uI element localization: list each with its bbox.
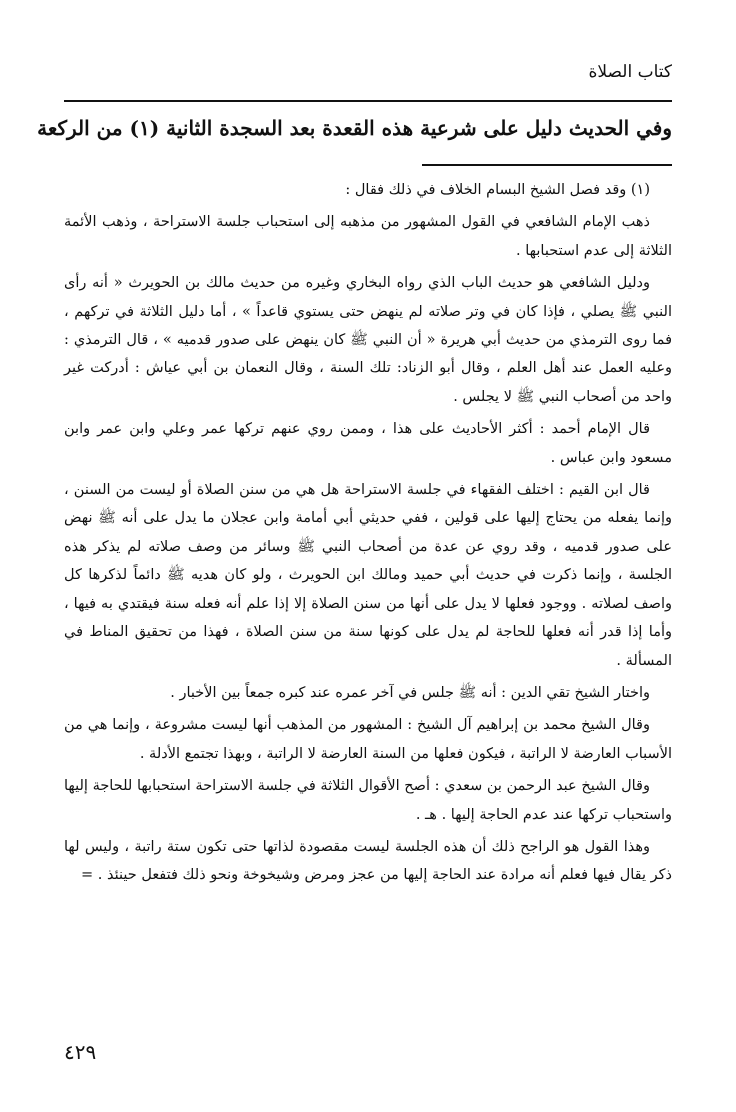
footnote-paragraph: قال ابن القيم : اختلف الفقهاء في جلسة الاستراحة هل هي من سنن الصلاة أو ليست من السنن ، وإنما يفعله من يحتاج إليها على قولين ، ففي حديثي أبي أمامة وابن عجلان ما يدل على أنه ﷺ نهض على صدور قدميه ، وقد روي عن عدة من أصحاب النبي ﷺ وسائر من وصف صلاته لم يذكر هذه الجلسة ، وإنما ذكرت في حديث أبي حميد ومالك ابن الحويرث ، ولو كان هديه ﷺ دائماً لذكرها كل واصف لصلاته . ووجود فعلها لا يدل على أنها من سنن الصلاة إلا إذا علم أنه فعله سنة فيقتدي به فيها ، وأما إذا قدر أنه فعلها للحاجة لم يدل على كونها سنة من سنن الصلاة ، فهذا من تحقيق المناط في المسألة . (64, 482, 672, 669)
footnote-paragraph: وقال الشيخ محمد بن إبراهيم آل الشيخ : المشهور من المذهب أنها ليست مشروعة ، وإنما هي من الأسباب العارضة لا الراتبة ، فيكون فعلها من السنة العارضة لا الراتبة ، وبهذا تجتمع الأدلة . (64, 717, 672, 762)
header-rule (64, 100, 672, 102)
footnote-paragraph: واختار الشيخ تقي الدين : أنه ﷺ جلس في آخر عمره عند كبره جمعاً بين الأخبار . (170, 684, 650, 701)
footnote-paragraph: قال الإمام أحمد : أكثر الأحاديث على هذا ، وممن روي عنهم تركها عمر وعلي وابن عمر وابن مسعود وابن عباس . (64, 421, 672, 466)
footnote-paragraph: وقال الشيخ عبد الرحمن بن سعدي : أصح الأقوال الثلاثة في جلسة الاستراحة استحبابها للحاجة إليها واستحباب تركها عند عدم الحاجة إليها . هـ . (64, 778, 672, 823)
footnote-paragraph: ذهب الإمام الشافعي في القول المشهور من مذهبه إلى استحباب جلسة الاستراحة ، وذهب الأئمة الثلاثة إلى عدم استحبابها . (64, 214, 672, 259)
main-text-line: وفي الحديث دليل على شرعية هذه القعدة بعد السجدة الثانية (١) من الركعة (37, 116, 672, 140)
footnote-paragraph: ودليل الشافعي هو حديث الباب الذي رواه البخاري وغيره من حديث مالك بن الحويرث « أنه رأى النبي ﷺ يصلي ، فإذا كان في وتر صلاته لم ينهض حتى يستوي قاعداً » ، أما دليل الثلاثة في تركهم ، فما روى الترمذي من حديث أبي هريرة « أن النبي ﷺ كان ينهض على صدور قدميه » ، قال الترمذي : وعليه العمل عند أهل العلم ، وقال أبو الزناد: تلك السنة ، وقال النعمان بن أبي عياش : أدركت غير واحد من أصحاب النبي ﷺ لا يجلس . (64, 275, 672, 405)
footnote-paragraph: (١) وقد فصل الشيخ البسام الخلاف في ذلك فقال : (345, 182, 650, 198)
running-header: كتاب الصلاة (588, 62, 672, 82)
footnotes-block (64, 176, 672, 894)
footnote-paragraph: وهذا القول هو الراجح ذلك أن هذه الجلسة ليست مقصودة لذاتها حتى تكون ستة راتبة ، وليس لها ذكر يقال فيها فعلم أنه مرادة عند الحاجة إليها من عجز ومرض وشيخوخة ونحو ذلك فتفعل حينئذ . = (64, 838, 672, 884)
page-number: ٤٢٩ (64, 1040, 97, 1064)
footnote-separator (422, 164, 672, 166)
